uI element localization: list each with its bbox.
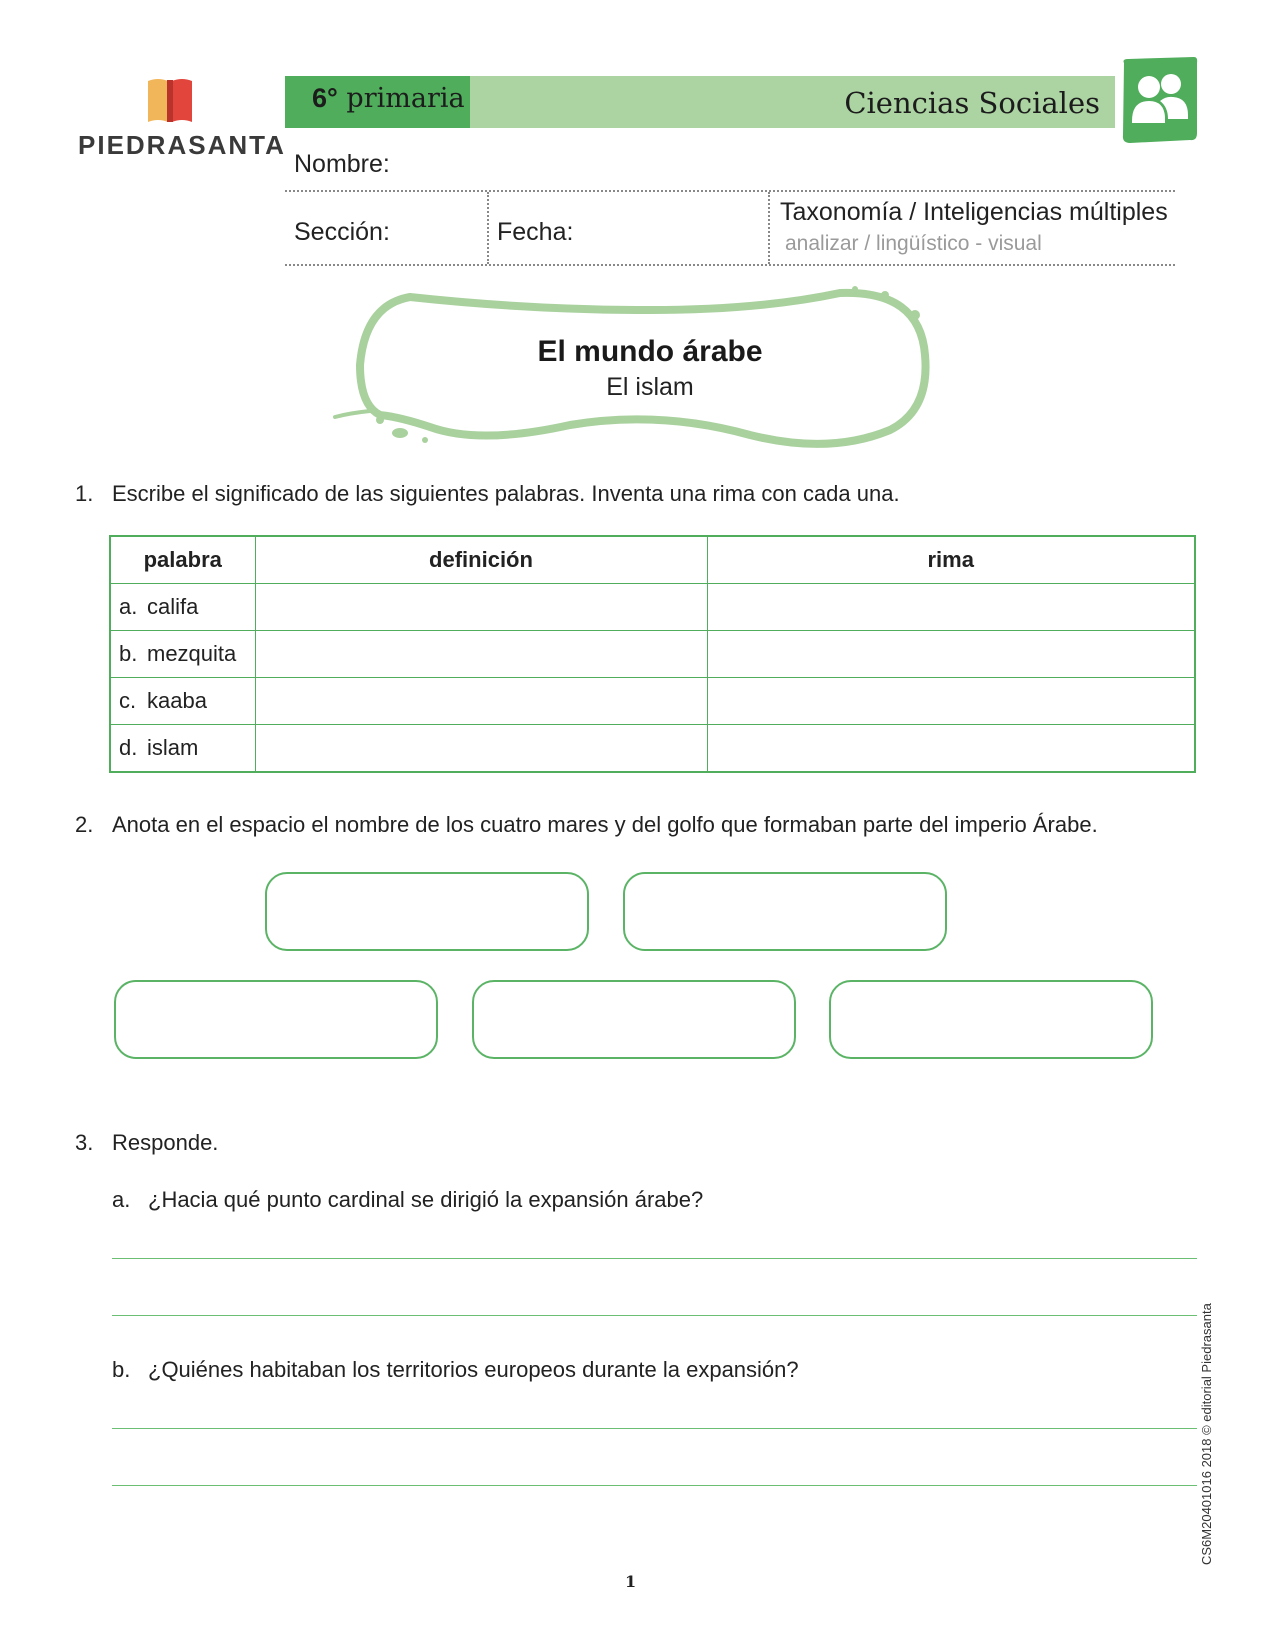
word-text: mezquita (147, 641, 237, 666)
word-text: islam (147, 735, 199, 760)
question-text: Escribe el significado de las siguientes palabras. Inventa una rima con cada una. (112, 481, 900, 506)
book-icon (146, 77, 194, 122)
subject-label: Ciencias Sociales (844, 86, 1100, 120)
taxonomy-title: Taxonomía / Inteligencias múltiples (780, 198, 1168, 226)
definition-cell[interactable] (255, 584, 707, 631)
word-text: kaaba (147, 688, 207, 713)
row-letter: d. (119, 735, 138, 760)
definition-cell[interactable] (255, 725, 707, 773)
column-header: palabra (110, 536, 255, 584)
subquestion-letter: b. (112, 1357, 131, 1382)
footer-code: CS6M20401016 2018 © editorial Piedrasanta (1199, 1303, 1214, 1565)
definition-cell[interactable] (255, 678, 707, 725)
word-cell (110, 678, 255, 725)
grade-text: primaria (346, 83, 465, 114)
nombre-label: Nombre: (294, 150, 390, 178)
word-cell (110, 584, 255, 631)
question-number: 2. (75, 812, 94, 837)
answer-line[interactable] (112, 1258, 1197, 1259)
table-row (110, 631, 1195, 678)
logo-text: PIEDRASANTA (78, 130, 286, 160)
answer-box[interactable] (829, 980, 1153, 1059)
rhyme-cell[interactable] (707, 725, 1195, 773)
question-number: 3. (75, 1130, 94, 1155)
divider (768, 192, 770, 264)
row-letter: c. (119, 688, 137, 713)
answer-box[interactable] (114, 980, 438, 1059)
worksheet-subtitle: El islam (606, 373, 694, 401)
vocabulary-table (109, 535, 1196, 773)
question-text: Responde. (112, 1130, 219, 1155)
table-row (110, 725, 1195, 773)
word-cell (110, 725, 255, 773)
column-header: definición (255, 536, 707, 584)
column-header: rima (707, 536, 1195, 584)
people-icon (1118, 57, 1198, 143)
answer-line[interactable] (112, 1315, 1197, 1316)
answer-box[interactable] (265, 872, 589, 951)
word-cell (110, 631, 255, 678)
word-text: califa (147, 594, 199, 619)
question-text: Anota en el espacio el nombre de los cuatro mares y del golfo que formaban parte del imperio Árabe. (112, 812, 1098, 837)
divider (487, 192, 489, 264)
divider (285, 190, 1175, 192)
question-number: 1. (75, 481, 94, 506)
answer-line[interactable] (112, 1428, 1197, 1429)
seccion-label: Sección: (294, 218, 390, 246)
table-row (110, 584, 1195, 631)
page-number: 1 (625, 1572, 637, 1591)
row-letter: b. (119, 641, 138, 666)
grade-label (312, 83, 465, 114)
subquestion-text: ¿Hacia qué punto cardinal se dirigió la expansión árabe? (148, 1187, 704, 1212)
subquestion-text: ¿Quiénes habitaban los territorios europeos durante la expansión? (148, 1357, 799, 1382)
publisher-logo (78, 72, 286, 162)
rhyme-cell[interactable] (707, 678, 1195, 725)
worksheet-title: El mundo árabe (537, 335, 763, 368)
answer-box[interactable] (472, 980, 796, 1059)
answer-box[interactable] (623, 872, 947, 951)
table-row (110, 678, 1195, 725)
taxonomy-values: analizar / lingüístico - visual (785, 232, 1042, 255)
answer-line[interactable] (112, 1485, 1197, 1486)
rhyme-cell[interactable] (707, 631, 1195, 678)
fecha-label: Fecha: (497, 218, 574, 246)
divider (285, 264, 1175, 266)
row-letter: a. (119, 594, 138, 619)
definition-cell[interactable] (255, 631, 707, 678)
rhyme-cell[interactable] (707, 584, 1195, 631)
grade-number: 6° (312, 83, 338, 113)
subquestion-letter: a. (112, 1187, 131, 1212)
table-header-row (110, 536, 1195, 584)
